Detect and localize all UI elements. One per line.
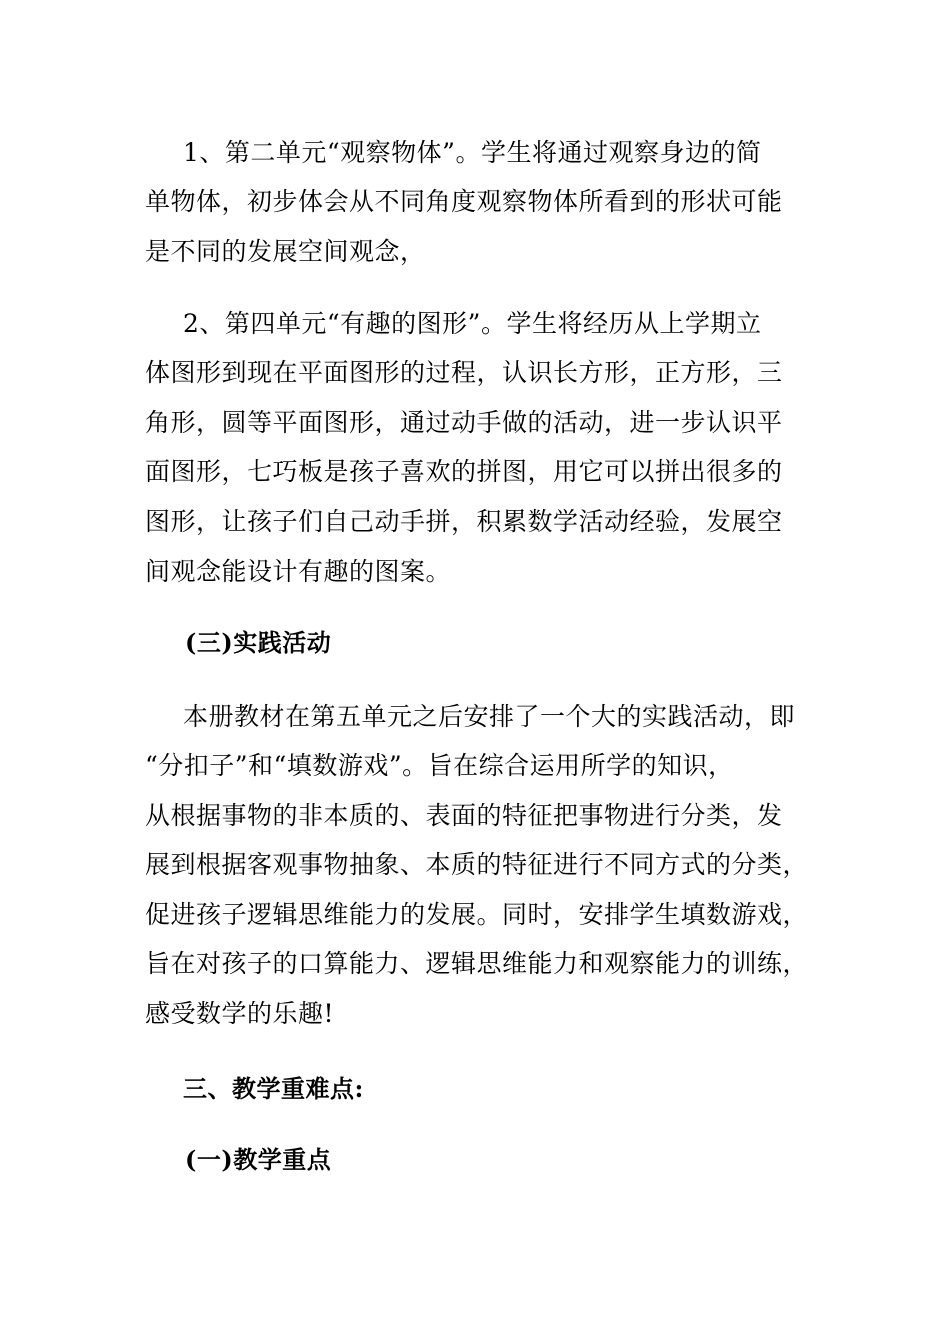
- paragraph-line: 本册教材在第五单元之后安排了一个大的实践活动，即: [183, 702, 796, 731]
- paragraph-line: 体图形到现在平面图形的过程，认识长方形，正方形，三: [145, 358, 783, 387]
- paragraph-line: 促进孩子逻辑思维能力的发展。同时，安排学生填数游戏，: [145, 900, 809, 929]
- paragraph-line: 面图形，七巧板是孩子喜欢的拼图，用它可以拼出很多的: [145, 457, 783, 486]
- paragraph-line: 从根据事物的非本质的、表面的特征把事物进行分类，发: [145, 801, 783, 830]
- section-heading: (三)实践活动: [185, 628, 332, 657]
- paragraph-line: 感受数学的乐趣!: [145, 999, 335, 1028]
- paragraph-line: 角形，圆等平面图形，通过动手做的活动，进一步认识平: [145, 408, 783, 437]
- paragraph-line: 旨在对孩子的口算能力、逻辑思维能力和观察能力的训练，: [145, 949, 809, 978]
- paragraph-line: 展到根据客观事物抽象、本质的特征进行不同方式的分类，: [145, 850, 809, 879]
- paragraph-line: 是不同的发展空间观念，: [145, 237, 426, 266]
- paragraph-line: 图形，让孩子们自己动手拼，积累数学活动经验，发展空: [145, 507, 783, 536]
- chapter-heading: 三、教学重难点:: [183, 1074, 364, 1103]
- paragraph-line: 2、第四单元“有趣的图形”。学生将经历从上学期立: [183, 309, 762, 338]
- paragraph-line: “分扣子”和“填数游戏”。旨在综合运用所学的知识，: [145, 751, 734, 780]
- paragraph-line: 间观念能设计有趣的图案。: [145, 557, 452, 586]
- paragraph-line: 单物体，初步体会从不同角度观察物体所看到的形状可能: [145, 187, 783, 216]
- paragraph-line: 1、第二单元“观察物体”。学生将通过观察身边的简: [183, 138, 762, 167]
- section-heading: (一)教学重点: [185, 1145, 332, 1174]
